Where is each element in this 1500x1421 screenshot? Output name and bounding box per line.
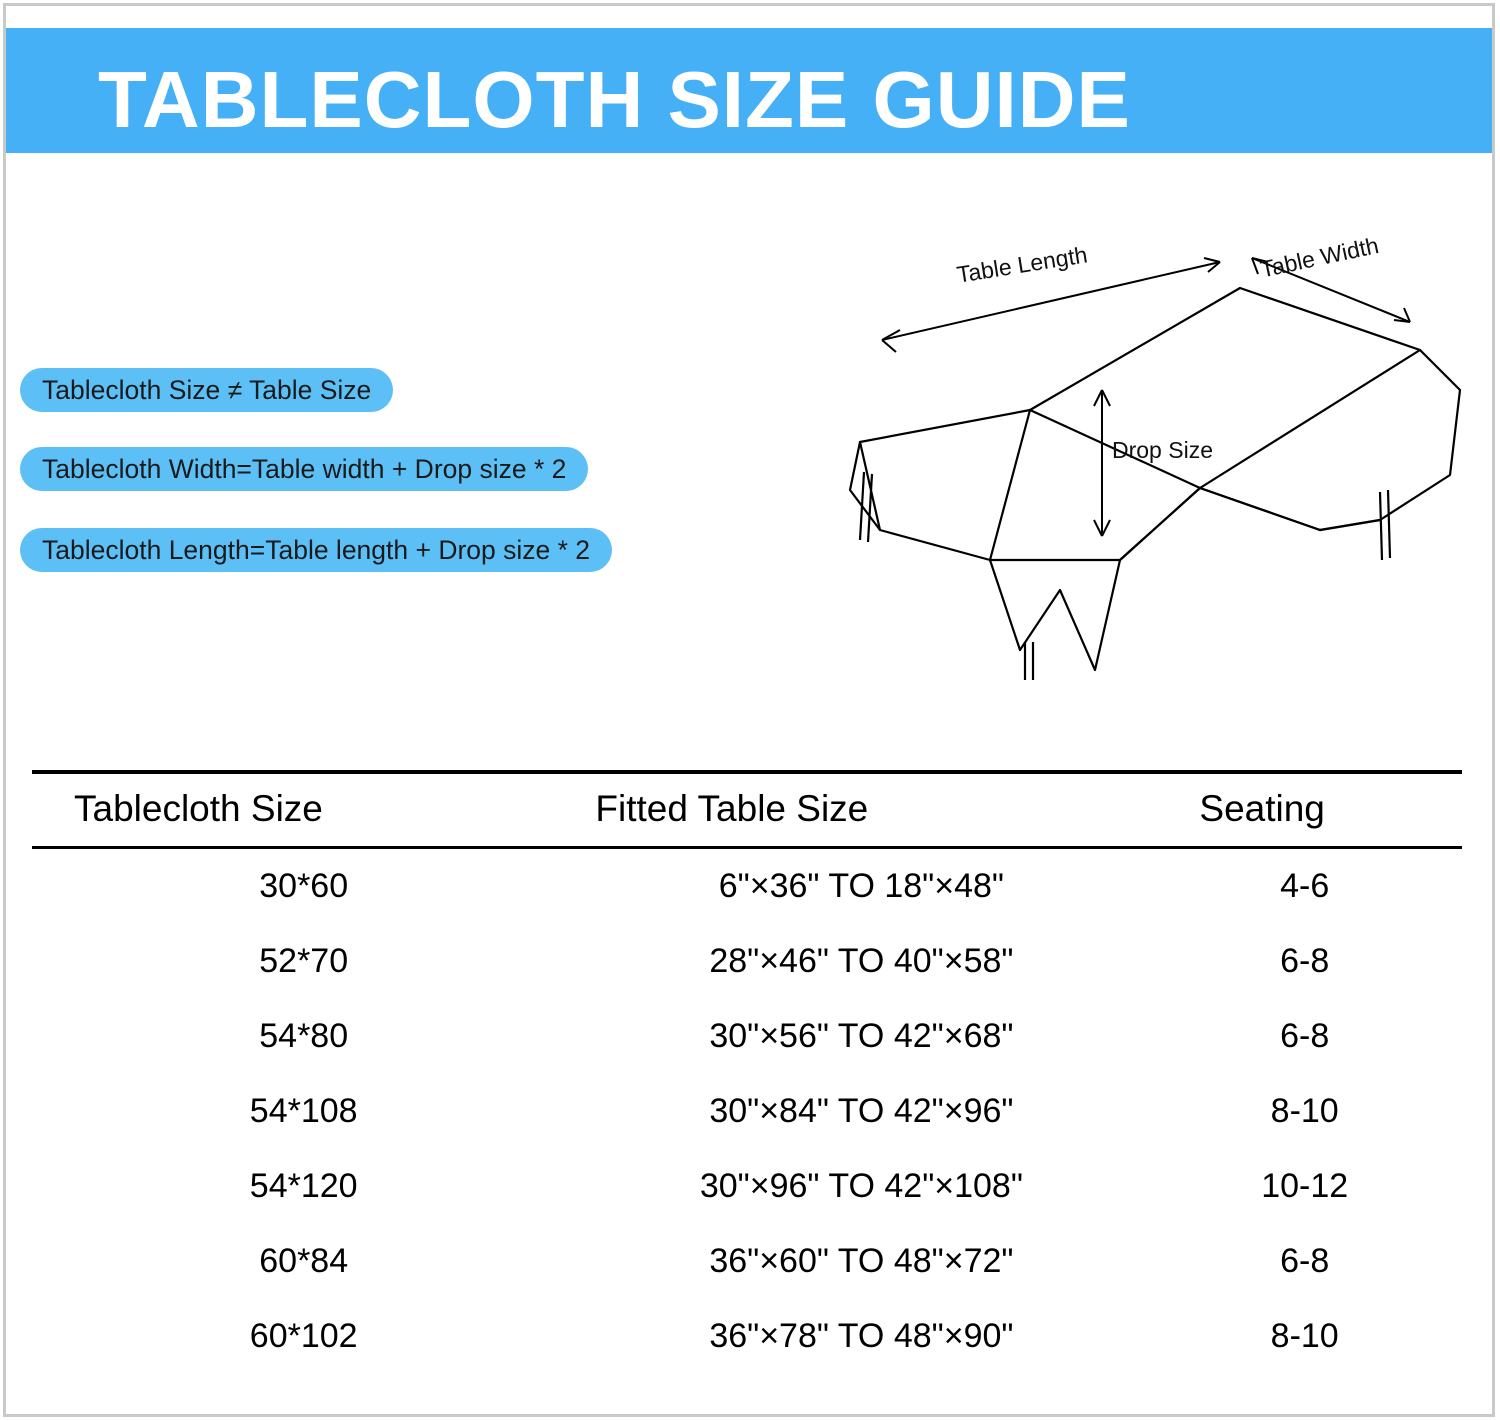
callout-label: Tablecloth Size ≠ Table Size — [42, 374, 372, 405]
cell-fitted-table-size: 28"×46" TO 40"×58" — [709, 942, 1014, 980]
table-row — [32, 1299, 1462, 1374]
cell-fitted-table-size: 36"×60" TO 48"×72" — [709, 1242, 1014, 1280]
cell-tablecloth-size: 60*84 — [259, 1242, 349, 1280]
callout-width-formula — [20, 447, 588, 491]
cell-fitted-table-size: 6"×36" TO 18"×48" — [718, 867, 1004, 905]
cell-seating: 6-8 — [1280, 1242, 1330, 1280]
table-row — [32, 1074, 1462, 1149]
column-header-seating: Seating — [1147, 772, 1462, 848]
callout-size-not-equal — [20, 368, 393, 412]
table-row — [32, 999, 1462, 1074]
cell-seating: 8-10 — [1270, 1317, 1339, 1355]
table-row — [32, 924, 1462, 999]
label-drop-size: Drop Size — [1112, 437, 1213, 463]
cell-tablecloth-size: 52*70 — [259, 942, 349, 980]
cell-tablecloth-size: 60*102 — [249, 1317, 358, 1355]
column-header-fitted-table-size: Fitted Table Size — [575, 772, 1147, 848]
cell-tablecloth-size: 54*108 — [249, 1092, 358, 1130]
table-row — [32, 848, 1462, 925]
header-banner — [6, 28, 1492, 153]
cell-fitted-table-size: 30"×96" TO 42"×108" — [699, 1167, 1023, 1205]
column-header-tablecloth-size: Tablecloth Size — [32, 772, 575, 848]
page-title: TABLECLOTH SIZE GUIDE — [98, 55, 1131, 144]
cell-seating: 6-8 — [1280, 942, 1330, 980]
callout-label: Tablecloth Width=Table width + Drop size * 2 — [42, 453, 567, 484]
cell-seating: 4-6 — [1280, 867, 1330, 905]
cell-fitted-table-size: 36"×78" TO 48"×90" — [709, 1317, 1014, 1355]
callout-label: Tablecloth Length=Table length + Drop size * 2 — [42, 534, 591, 565]
cell-seating: 10-12 — [1261, 1167, 1349, 1205]
cell-tablecloth-size: 54*80 — [259, 1017, 349, 1055]
size-chart-table — [32, 770, 1462, 1374]
label-table-width: Table Width — [1258, 232, 1381, 283]
cell-seating: 6-8 — [1280, 1017, 1330, 1055]
cell-tablecloth-size: 30*60 — [259, 867, 349, 905]
label-table-length: Table Length — [955, 241, 1090, 288]
cell-seating: 8-10 — [1270, 1092, 1339, 1130]
cell-fitted-table-size: 30"×84" TO 42"×96" — [709, 1092, 1014, 1130]
cell-tablecloth-size: 54*120 — [249, 1167, 358, 1205]
table-row — [32, 1224, 1462, 1299]
cell-fitted-table-size: 30"×56" TO 42"×68" — [709, 1017, 1014, 1055]
table-header-row — [32, 772, 1462, 848]
table-row — [32, 1149, 1462, 1224]
table-top-surface — [1030, 288, 1420, 488]
callout-length-formula — [20, 528, 612, 572]
